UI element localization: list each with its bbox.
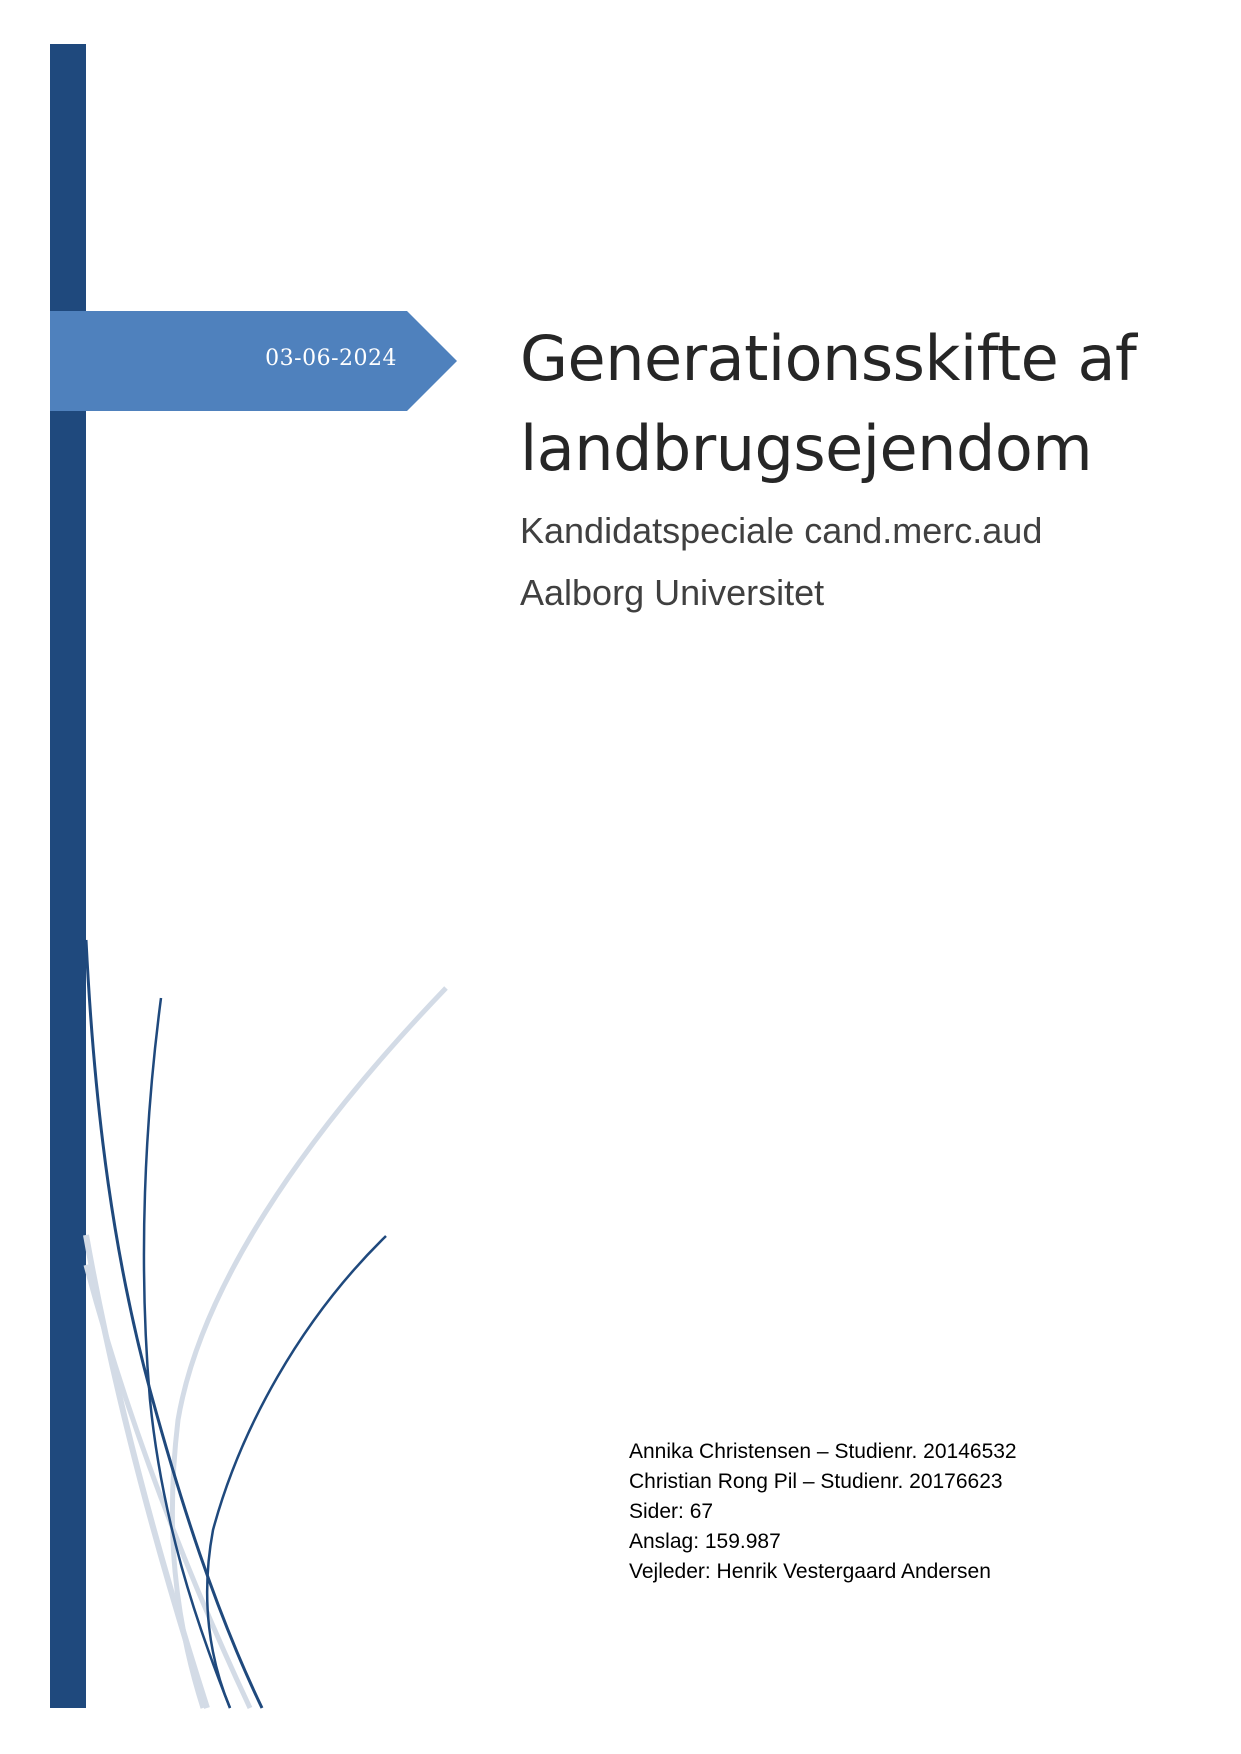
author-2: Christian Rong Pil – Studienr. 20176623 [629, 1470, 1003, 1493]
supervisor: Vejleder: Henrik Vestergaard Andersen [629, 1560, 991, 1583]
light-curve-2 [86, 1265, 250, 1708]
dark-curve-2 [144, 998, 230, 1708]
title-line-1: Generationsskifte af [520, 322, 1137, 395]
title-block [520, 314, 1200, 624]
author-details [629, 1437, 1149, 1587]
page-count: Sider: 67 [629, 1500, 714, 1523]
document-subtitle: Kandidatspeciale cand.merc.aud [520, 510, 1043, 551]
dark-curve-1 [86, 940, 262, 1708]
dark-curve-3 [207, 1236, 386, 1708]
light-curve-1 [86, 1235, 207, 1708]
document-title [520, 314, 1200, 494]
institution-name: Aalborg Universitet [520, 572, 825, 613]
date-text: 03-06-2024 [265, 346, 397, 371]
date-banner [50, 311, 458, 411]
author-1: Annika Christensen – Studienr. 20146532 [629, 1440, 1017, 1463]
character-count: Anslag: 159.987 [629, 1530, 781, 1553]
light-curve-3 [172, 988, 446, 1708]
title-line-2: landbrugsejendom [520, 412, 1093, 485]
sidebar-stripe [50, 44, 86, 1708]
